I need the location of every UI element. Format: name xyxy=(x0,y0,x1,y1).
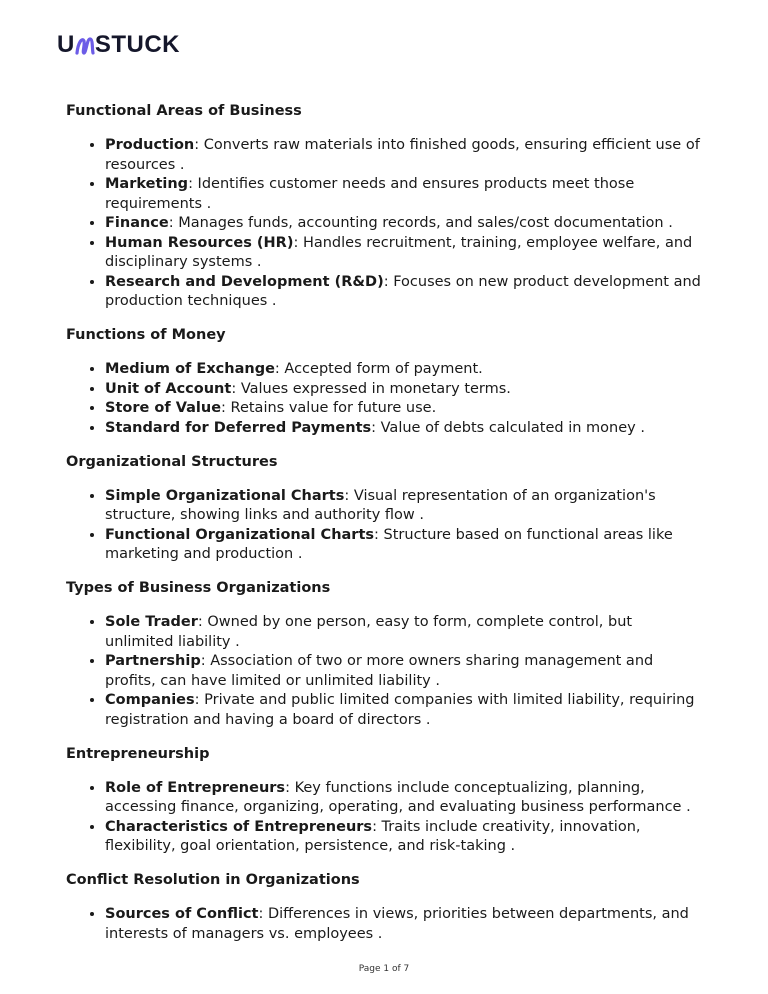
item-description: : Value of debts calculated in money . xyxy=(371,419,645,436)
item-description: : Identifies customer needs and ensures products meet those requirements . xyxy=(105,176,635,212)
list-item xyxy=(105,234,701,273)
squiggle-n-icon xyxy=(74,33,96,57)
list-item xyxy=(105,905,701,944)
document-content xyxy=(66,102,701,959)
item-term: Standard for Deferred Payments xyxy=(105,419,372,436)
list-item xyxy=(105,273,701,312)
list-item xyxy=(105,779,701,818)
list-item xyxy=(105,526,701,565)
item-term: Medium of Exchange xyxy=(105,361,275,377)
item-description: : Structure based on functional areas like marketing and production . xyxy=(105,526,673,562)
item-description: : Owned by one person, easy to form, complete control, but unlimited liability . xyxy=(105,614,633,650)
item-description: : Values expressed in monetary terms. xyxy=(231,380,511,397)
list-item xyxy=(105,818,701,857)
item-description: : Retains value for future use. xyxy=(221,400,437,416)
bullet-list xyxy=(66,779,701,857)
list-item xyxy=(105,214,701,234)
list-item xyxy=(105,136,701,175)
section-heading: Organizational Structures xyxy=(66,453,278,470)
list-item xyxy=(105,652,701,691)
item-term: Sources of Conflict xyxy=(105,906,259,922)
item-description: : Private and public limited companies with limited liability, requiring registration and having a board of directors . xyxy=(105,692,695,728)
item-description: : Manages funds, accounting records, and sales/cost documentation . xyxy=(168,215,673,231)
unstuck-logo: U STUCK xyxy=(57,31,181,58)
section-heading: Entrepreneurship xyxy=(66,745,210,762)
list-item xyxy=(105,175,701,214)
list-item xyxy=(105,691,701,730)
item-description: : Visual representation of an organization's structure, showing links and authority flow . xyxy=(105,487,656,523)
item-description: : Focuses on new product development and production techniques . xyxy=(105,273,701,309)
item-term: Simple Organizational Charts xyxy=(105,487,345,504)
bullet-list xyxy=(66,905,701,944)
section-heading: Functional Areas of Business xyxy=(66,103,302,119)
bullet-list xyxy=(66,613,701,730)
item-term: Unit of Account xyxy=(105,380,232,397)
item-term: Marketing xyxy=(105,176,189,192)
item-term: Functional Organizational Charts xyxy=(105,526,375,543)
section-heading: Functions of Money xyxy=(66,327,226,343)
item-term: Sole Trader xyxy=(105,614,198,630)
list-item xyxy=(105,399,701,419)
list-item xyxy=(105,380,701,400)
item-description: : Traits include creativity, innovation, flexibility, goal orientation, persistence, and risk-taking . xyxy=(105,818,641,854)
bullet-list xyxy=(66,487,701,565)
item-term: Store of Value xyxy=(105,400,222,416)
item-description: : Handles recruitment, training, employee welfare, and disciplinary systems . xyxy=(105,234,693,270)
list-item xyxy=(105,613,701,652)
section-heading: Conflict Resolution in Organizations xyxy=(66,872,360,888)
item-description: : Converts raw materials into finished goods, ensuring efficient use of resources . xyxy=(105,137,700,173)
item-term: Partnership xyxy=(105,653,201,669)
item-description: : Differences in views, priorities between departments, and interests of managers vs. employees . xyxy=(105,906,689,942)
section-heading: Types of Business Organizations xyxy=(66,580,331,596)
item-term: Companies xyxy=(105,692,195,708)
item-term: Characteristics of Entrepreneurs xyxy=(105,818,373,835)
bullet-list xyxy=(66,136,701,312)
item-description: : Key functions include conceptualizing, planning, accessing finance, organizing, operating, and evaluating business performance . xyxy=(105,779,691,815)
page-number: Page 1 of 7 xyxy=(358,964,410,974)
item-term: Human Resources (HR) xyxy=(105,234,294,251)
list-item xyxy=(105,487,701,526)
item-term: Production xyxy=(105,137,195,153)
item-term: Finance xyxy=(105,215,169,231)
list-item xyxy=(105,360,701,380)
item-description: : Association of two or more owners sharing management and profits, can have limited or unlimited liability . xyxy=(105,653,654,689)
item-description: : Accepted form of payment. xyxy=(274,361,483,377)
list-item xyxy=(105,419,701,439)
bullet-list xyxy=(66,360,701,438)
item-term: Research and Development (R&D) xyxy=(105,273,384,290)
item-term: Role of Entrepreneurs xyxy=(105,779,286,796)
